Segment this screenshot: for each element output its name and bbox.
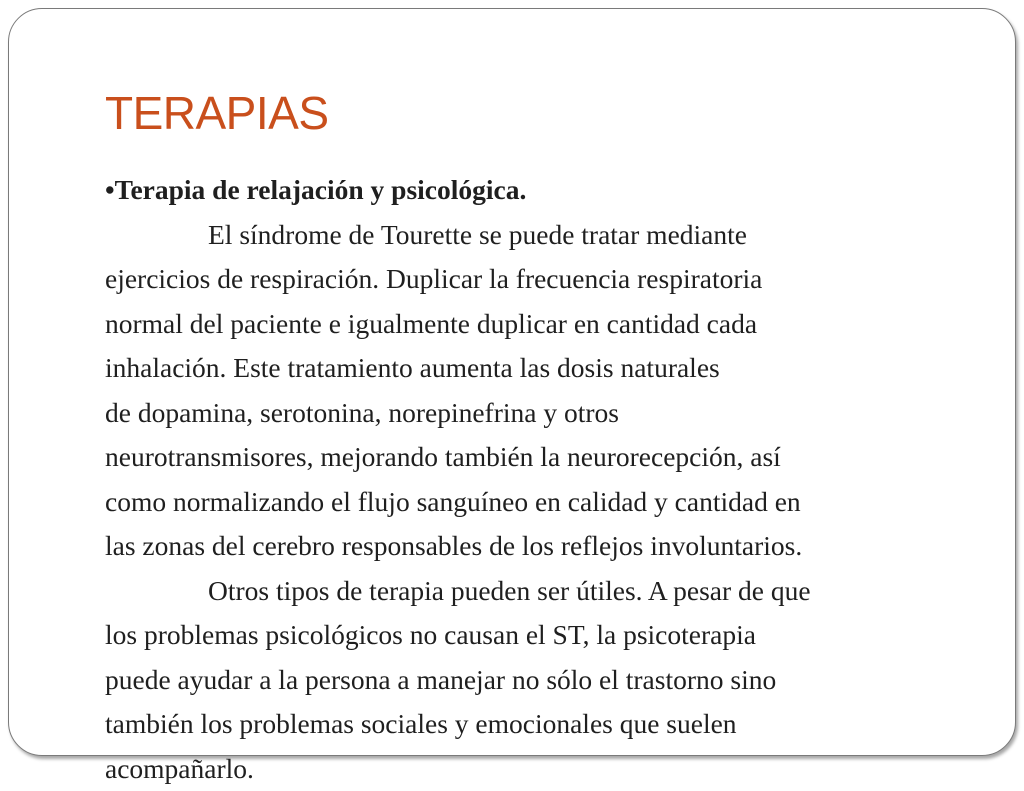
paragraph-1 xyxy=(105,213,975,569)
text-line: las zonas del cerebro responsables de los reflejos involuntarios. xyxy=(105,524,975,569)
text-line: neurotransmisores, mejorando también la neurorecepción, así xyxy=(105,435,975,480)
text-line: los problemas psicológicos no causan el ST, la psicoterapia xyxy=(105,613,975,658)
slide-title: TERAPIAS xyxy=(105,86,329,140)
bullet-symbol: • xyxy=(105,174,115,205)
slide-body xyxy=(105,168,975,791)
text-line: acompañarlo. xyxy=(105,747,975,791)
text-line: Otros tipos de terapia pueden ser útiles. A pesar de que xyxy=(105,569,975,614)
text-line: inhalación. Este tratamiento aumenta las dosis naturales xyxy=(105,346,975,391)
text-line: ejercicios de respiración. Duplicar la frecuencia respiratoria xyxy=(105,257,975,302)
paragraph-2 xyxy=(105,569,975,791)
text-line: normal del paciente e igualmente duplicar en cantidad cada xyxy=(105,302,975,347)
bullet-heading-text: Terapia de relajación y psicológica. xyxy=(115,174,527,205)
bullet-heading xyxy=(105,168,975,213)
text-line: también los problemas sociales y emocionales que suelen xyxy=(105,702,975,747)
text-line: puede ayudar a la persona a manejar no sólo el trastorno sino xyxy=(105,658,975,703)
text-line: como normalizando el flujo sanguíneo en calidad y cantidad en xyxy=(105,480,975,525)
text-line: El síndrome de Tourette se puede tratar mediante xyxy=(105,213,975,258)
text-line: de dopamina, serotonina, norepinefrina y otros xyxy=(105,391,975,436)
